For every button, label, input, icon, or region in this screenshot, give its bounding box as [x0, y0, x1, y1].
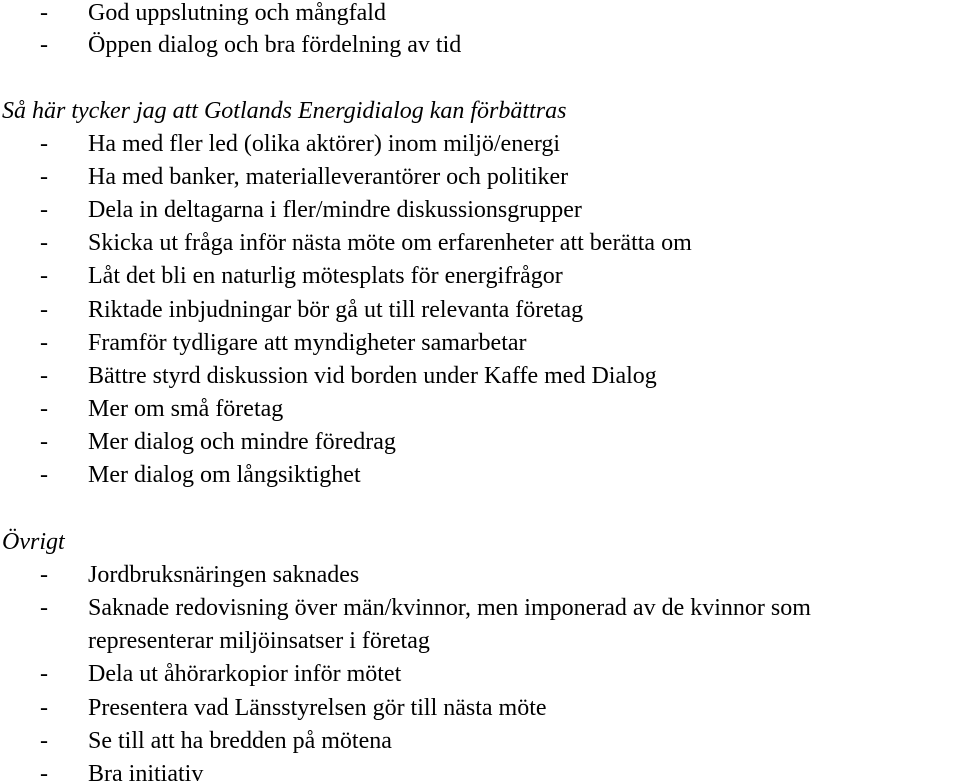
heading-text: Övrigt: [2, 529, 65, 555]
bullet-dash: -: [40, 263, 48, 289]
list-item-text: Mer dialog om långsiktighet: [88, 462, 361, 488]
list-item-text: Saknade redovisning över män/kvinnor, men imponerad av de kvinnor som: [88, 595, 811, 621]
bullet-dash: -: [40, 462, 48, 488]
list-item-text: Skicka ut fråga inför nästa möte om erfarenheter att berätta om: [88, 230, 692, 256]
bullet-dash: -: [40, 131, 48, 157]
bullet-dash: -: [40, 595, 48, 621]
bullet-dash: -: [40, 396, 48, 422]
list-item-text: Låt det bli en naturlig mötesplats för energifrågor: [88, 263, 563, 289]
list-item-text: God uppslutning och mångfald: [88, 0, 386, 26]
list-item-text: Dela in deltagarna i fler/mindre diskussionsgrupper: [88, 197, 582, 223]
list-item-text: Bra initiativ: [88, 761, 204, 784]
bullet-dash: -: [40, 164, 48, 190]
list-item-text: Mer dialog och mindre föredrag: [88, 429, 396, 455]
heading-text: Så här tycker jag att Gotlands Energidialog kan förbättras: [2, 98, 567, 124]
list-item-text: Framför tydligare att myndigheter samarbetar: [88, 330, 527, 356]
list-item-text: Öppen dialog och bra fördelning av tid: [88, 32, 462, 58]
bullet-dash: -: [40, 197, 48, 223]
list-item-text: Ha med banker, materialleverantörer och politiker: [88, 164, 569, 190]
bullet-dash: -: [40, 297, 48, 323]
list-item-text: Presentera vad Länsstyrelsen gör till nästa möte: [88, 695, 547, 721]
list-item-text: Se till att ha bredden på mötena: [88, 728, 392, 754]
bullet-dash: -: [40, 363, 48, 389]
bullet-dash: -: [40, 661, 48, 687]
bullet-dash: -: [40, 562, 48, 588]
list-item-text: Bättre styrd diskussion vid borden under Kaffe med Dialog: [88, 363, 657, 389]
bullet-dash: -: [40, 728, 48, 754]
bullet-dash: -: [40, 429, 48, 455]
bullet-dash: -: [40, 695, 48, 721]
bullet-dash: -: [40, 761, 48, 784]
bullet-dash: -: [40, 230, 48, 256]
list-item-text: Dela ut åhörarkopior inför mötet: [88, 661, 402, 687]
list-item-text: Mer om små företag: [88, 396, 284, 422]
bullet-dash: -: [40, 330, 48, 356]
list-item-text: Riktade inbjudningar bör gå ut till relevanta företag: [88, 297, 584, 323]
bullet-dash: -: [40, 0, 48, 26]
list-item-text: Jordbruksnäringen saknades: [88, 562, 360, 588]
bullet-dash: -: [40, 32, 48, 58]
list-item-text: Ha med fler led (olika aktörer) inom miljö/energi: [88, 131, 561, 157]
list-item-text: representerar miljöinsatser i företag: [88, 628, 430, 654]
